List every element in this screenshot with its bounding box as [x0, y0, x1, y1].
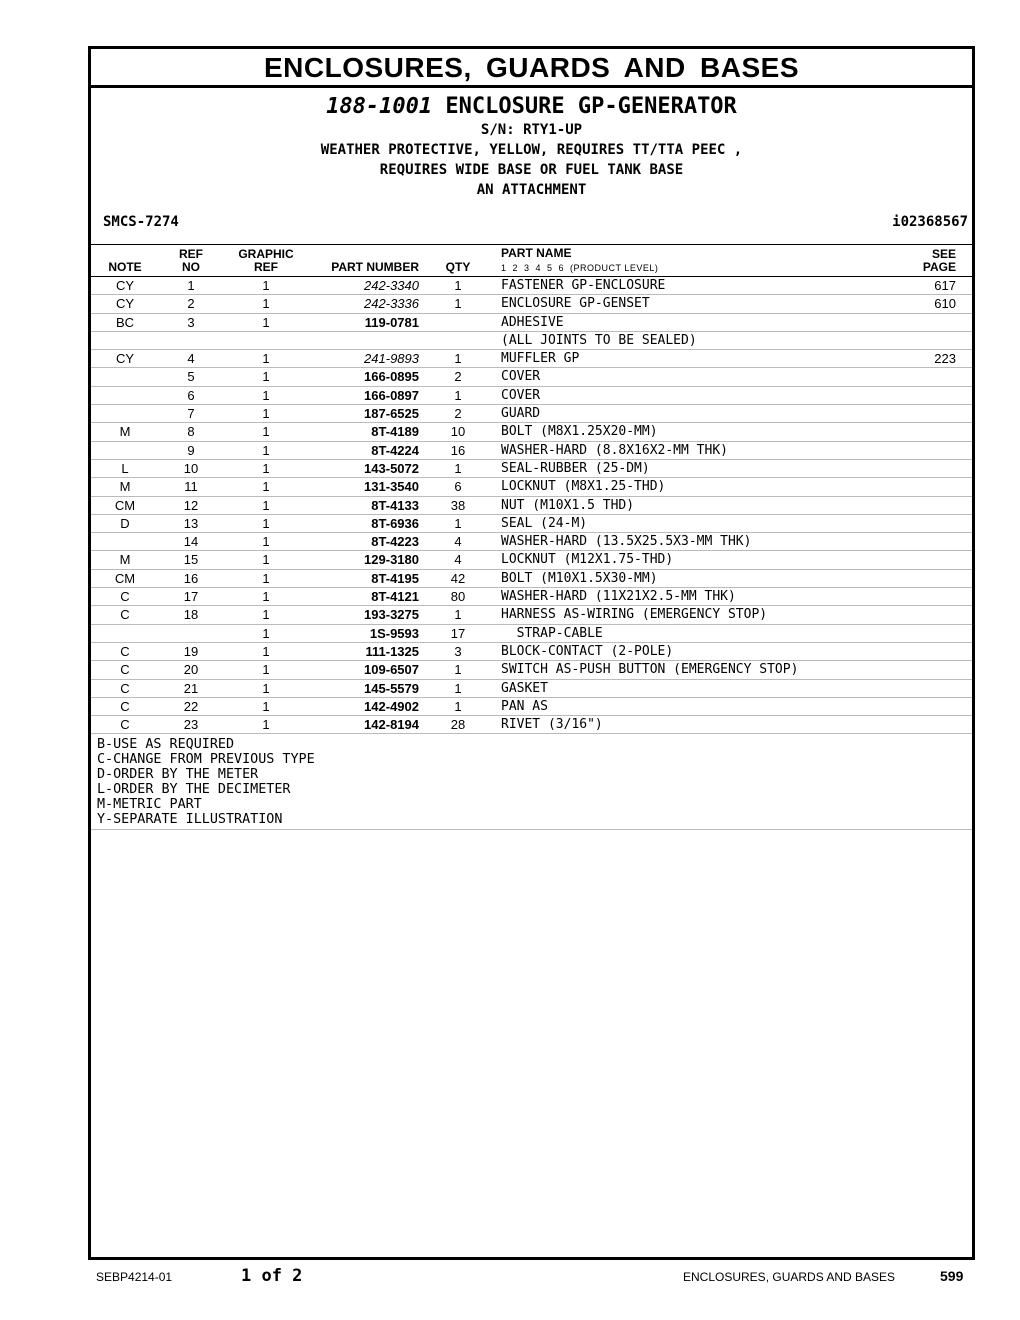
ref-number: 3 [187, 314, 195, 330]
part-name: WASHER-HARD (13.5X25.5X3-MM THK) [501, 534, 752, 550]
page-frame [88, 46, 975, 1260]
table-row [91, 716, 972, 734]
quantity: 80 [450, 589, 466, 605]
column-headers [91, 244, 972, 277]
ref-number: 12 [183, 497, 199, 513]
part-name: GASKET [501, 680, 548, 696]
table-row [91, 588, 972, 606]
group-title [91, 94, 972, 120]
part-name: COVER [501, 369, 541, 385]
part-name: NUT (M10X1.5 THD) [501, 497, 635, 513]
ref-number: 5 [187, 369, 195, 385]
part-number: 8T-4121 [371, 589, 419, 605]
part-name: LOCKNUT (M12X1.75-THD) [501, 552, 674, 568]
part-note: C [120, 698, 130, 714]
header-part-number: PART NUMBER [331, 260, 419, 274]
graphic-ref: 1 [262, 424, 270, 440]
part-number: 241-9893 [364, 351, 419, 367]
quantity: 1 [454, 607, 462, 623]
part-note: C [120, 607, 130, 623]
group-description-3: AN ATTACHMENT [476, 182, 587, 198]
see-page: 617 [934, 278, 956, 293]
footer-section-name: ENCLOSURES, GUARDS AND BASES [683, 1270, 896, 1284]
graphic-ref: 1 [262, 369, 270, 385]
graphic-ref: 1 [262, 607, 270, 623]
part-note: CM [114, 497, 136, 513]
part-name: WASHER-HARD (11X21X2.5-MM THK) [501, 589, 736, 605]
footer-document-number: SEBP4214-01 [96, 1270, 173, 1284]
serial-range: S/N: RTY1-UP [480, 122, 583, 138]
table-row [91, 350, 972, 368]
table-row [91, 625, 972, 643]
ref-number: 2 [187, 296, 195, 312]
table-row [91, 515, 972, 533]
table-row [91, 533, 972, 551]
part-number: 111-1325 [365, 643, 419, 659]
part-note: C [120, 680, 130, 696]
ref-number: 4 [187, 351, 195, 367]
part-number: 8T-4189 [371, 424, 419, 440]
graphic-ref: 1 [262, 662, 270, 678]
graphic-ref: 1 [262, 278, 270, 293]
note-legend-item: D-ORDER BY THE METER [97, 767, 259, 783]
table-row [91, 423, 972, 441]
graphic-ref: 1 [262, 387, 270, 403]
table-row [91, 368, 972, 386]
part-note: BC [115, 314, 135, 330]
part-name: HARNESS AS-WIRING (EMERGENCY STOP) [501, 607, 768, 623]
part-note: CY [115, 278, 135, 293]
part-number: 166-0897 [364, 387, 419, 403]
graphic-ref: 1 [262, 680, 270, 696]
table-row [91, 442, 972, 460]
part-note: M [119, 552, 131, 568]
quantity: 3 [454, 643, 462, 659]
quantity: 1 [454, 662, 462, 678]
part-number: 109-6507 [364, 662, 419, 678]
group-number: 188-1001 [326, 94, 433, 119]
header-part-name: PART NAME [501, 246, 572, 260]
part-name: STRAP-CABLE [501, 625, 603, 641]
quantity: 2 [454, 369, 462, 385]
graphic-ref: 1 [262, 497, 270, 513]
note-legend-item: L-ORDER BY THE DECIMETER [97, 782, 291, 798]
ref-number: 6 [187, 387, 195, 403]
footer-page-number: 599 [940, 1268, 964, 1284]
ref-number: 14 [183, 534, 199, 550]
part-note: M [119, 479, 131, 495]
table-row [91, 698, 972, 716]
table-row [91, 314, 972, 332]
part-number: 8T-4133 [371, 497, 419, 513]
group-header [91, 94, 972, 244]
part-name: SEAL (24-M) [501, 515, 588, 531]
part-name: MUFFLER GP [501, 351, 580, 367]
part-name: RIVET (3/16") [501, 717, 603, 733]
part-name: (ALL JOINTS TO BE SEALED) [501, 332, 697, 348]
table-row [91, 551, 972, 569]
note-legend-item: Y-SEPARATE ILLUSTRATION [97, 812, 283, 828]
table-row [91, 478, 972, 496]
quantity: 1 [454, 515, 462, 531]
header-see-1: SEE [931, 247, 956, 261]
ref-number: 9 [187, 442, 195, 458]
part-number: 187-6525 [364, 406, 419, 422]
table-row [91, 277, 972, 295]
ref-number: 1 [187, 278, 195, 293]
ref-number: 21 [183, 680, 199, 696]
ref-number: 8 [187, 424, 195, 440]
header-qty: QTY [445, 260, 471, 274]
part-number: 8T-6936 [371, 515, 419, 531]
graphic-ref: 1 [262, 351, 270, 367]
quantity: 1 [454, 296, 462, 312]
part-number: 242-3336 [364, 296, 419, 312]
ref-number: 10 [183, 460, 199, 476]
quantity: 38 [450, 497, 466, 513]
note-legend-item: C-CHANGE FROM PREVIOUS TYPE [97, 752, 315, 768]
quantity: 42 [450, 570, 466, 586]
graphic-ref: 1 [262, 479, 270, 495]
part-name: FASTENER GP-ENCLOSURE [501, 278, 666, 293]
part-name: ADHESIVE [501, 314, 564, 330]
part-number: 1S-9593 [369, 625, 419, 641]
quantity: 1 [454, 387, 462, 403]
graphic-ref: 1 [262, 534, 270, 550]
table-row [91, 570, 972, 588]
part-name: WASHER-HARD (8.8X16X2-MM THK) [501, 442, 728, 458]
part-note: C [120, 717, 130, 733]
ref-number: 17 [183, 589, 199, 605]
graphic-ref: 1 [262, 406, 270, 422]
graphic-ref: 1 [262, 717, 270, 733]
quantity: 10 [450, 424, 466, 440]
part-name: ENCLOSURE GP-GENSET [501, 296, 650, 312]
header-ref-1: REF [179, 247, 203, 261]
header-product-levels: 1 2 3 4 5 6 (PRODUCT LEVEL) [501, 263, 659, 273]
graphic-ref: 1 [262, 625, 270, 641]
part-number: 142-4902 [364, 698, 419, 714]
table-row [91, 387, 972, 405]
table-row [91, 405, 972, 423]
part-note: D [120, 515, 130, 531]
graphic-ref: 1 [262, 570, 270, 586]
part-note: C [120, 643, 130, 659]
part-name: SWITCH AS-PUSH BUTTON (EMERGENCY STOP) [501, 662, 799, 678]
graphic-ref: 1 [262, 552, 270, 568]
ref-number: 15 [183, 552, 199, 568]
quantity: 1 [454, 278, 462, 293]
part-note: CY [115, 351, 135, 367]
part-name: BLOCK-CONTACT (2-POLE) [501, 643, 674, 659]
table-row [91, 606, 972, 624]
part-number: 131-3540 [364, 479, 419, 495]
part-number: 145-5579 [364, 680, 419, 696]
part-number: 193-3275 [364, 607, 419, 623]
ref-number: 13 [183, 515, 199, 531]
see-page: 223 [934, 351, 956, 367]
part-note: CY [115, 296, 135, 312]
group-description-1: WEATHER PROTECTIVE, YELLOW, REQUIRES TT/TTA PEEC , [320, 142, 743, 158]
header-graphic-2: REF [254, 260, 278, 274]
part-name: BOLT (M10X1.5X30-MM) [501, 570, 658, 586]
note-legend-item: M-METRIC PART [97, 797, 202, 813]
part-name: PAN AS [501, 698, 548, 714]
group-name: ENCLOSURE GP-GENERATOR [445, 94, 737, 119]
part-note: L [121, 460, 129, 476]
parts-table [91, 277, 972, 734]
table-row [91, 680, 972, 698]
ref-number: 18 [183, 607, 199, 623]
ref-number: 23 [183, 717, 199, 733]
notes-legend [91, 734, 972, 830]
table-row [91, 332, 972, 350]
quantity: 1 [454, 351, 462, 367]
part-note: CM [114, 570, 136, 586]
graphic-ref: 1 [262, 515, 270, 531]
header-ref-2: NO [182, 260, 200, 274]
part-number: 242-3340 [364, 278, 419, 293]
graphic-ref: 1 [262, 296, 270, 312]
table-row [91, 295, 972, 313]
header-note: NOTE [108, 260, 142, 274]
quantity: 4 [454, 534, 462, 550]
part-note: M [119, 424, 131, 440]
quantity: 28 [450, 717, 466, 733]
quantity: 6 [454, 479, 462, 495]
graphic-ref: 1 [262, 643, 270, 659]
ref-number: 7 [187, 406, 195, 422]
part-name: BOLT (M8X1.25X20-MM) [501, 424, 658, 440]
part-number: 166-0895 [364, 369, 419, 385]
part-number: 8T-4195 [371, 570, 419, 586]
part-number: 142-8194 [364, 717, 419, 733]
table-row [91, 661, 972, 679]
quantity: 1 [454, 698, 462, 714]
graphic-ref: 1 [262, 442, 270, 458]
smcs-code: SMCS-7274 [103, 214, 179, 230]
illustration-id: i02368567 [892, 214, 968, 230]
part-name: SEAL-RUBBER (25-DM) [501, 460, 650, 476]
ref-number: 20 [183, 662, 199, 678]
ref-number: 11 [184, 479, 198, 495]
group-description-2: REQUIRES WIDE BASE OR FUEL TANK BASE [379, 162, 684, 178]
footer-page-of: 1 of 2 [241, 1266, 303, 1286]
ref-number: 16 [183, 570, 199, 586]
table-row [91, 643, 972, 661]
quantity: 2 [454, 406, 462, 422]
part-number: 119-0781 [364, 314, 419, 330]
graphic-ref: 1 [262, 589, 270, 605]
ref-number: 22 [183, 698, 199, 714]
quantity: 1 [454, 460, 462, 476]
part-name: GUARD [501, 406, 541, 422]
part-note: C [120, 662, 130, 678]
table-row [91, 497, 972, 515]
header-see-2: PAGE [922, 260, 956, 274]
note-legend-item: B-USE AS REQUIRED [97, 737, 235, 753]
part-number: 129-3180 [364, 552, 419, 568]
part-number: 8T-4224 [371, 442, 419, 458]
part-number: 143-5072 [364, 460, 419, 476]
table-row [91, 460, 972, 478]
see-page: 610 [934, 296, 956, 312]
quantity: 17 [450, 625, 466, 641]
quantity: 1 [454, 680, 462, 696]
quantity: 16 [450, 442, 466, 458]
graphic-ref: 1 [262, 698, 270, 714]
page-footer [0, 1266, 1020, 1290]
ref-number: 19 [183, 643, 199, 659]
part-number: 8T-4223 [371, 534, 419, 550]
part-name: COVER [501, 387, 541, 403]
part-name: LOCKNUT (M8X1.25-THD) [501, 479, 666, 495]
graphic-ref: 1 [262, 314, 270, 330]
graphic-ref: 1 [262, 460, 270, 476]
part-note: C [120, 589, 130, 605]
quantity: 4 [454, 552, 462, 568]
section-title: ENCLOSURES, GUARDS AND BASES [91, 49, 972, 88]
header-graphic-1: GRAPHIC [238, 247, 294, 261]
